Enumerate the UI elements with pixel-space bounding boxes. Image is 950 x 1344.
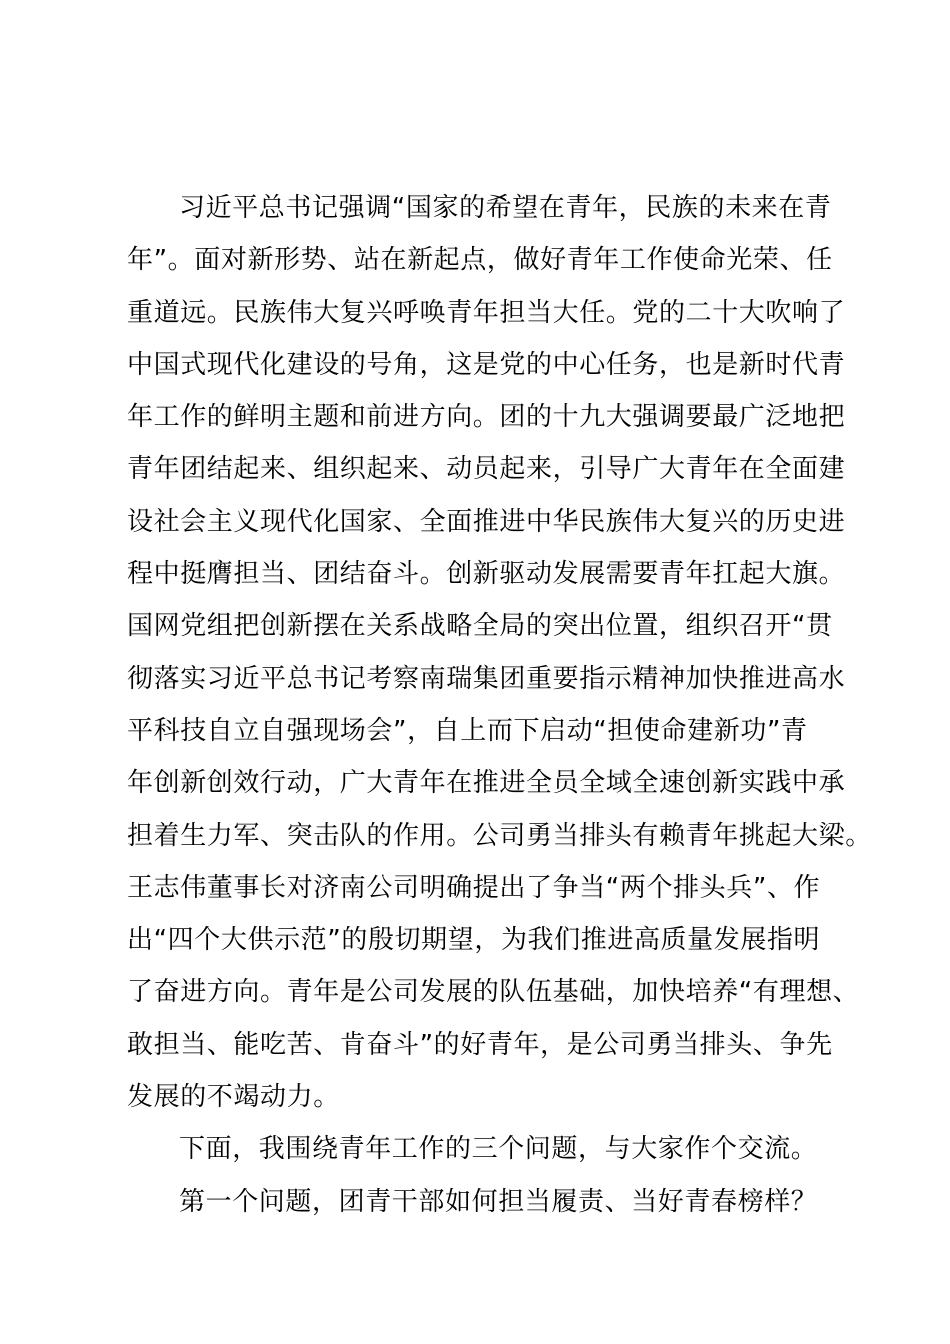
paragraph-line: 年工作的鲜明主题和前进方向。团的十九大强调要最广泛地把 — [127, 402, 846, 433]
section-heading-line: 第一个问题，团青干部如何担当履责、当好青春榜样？ — [179, 1186, 818, 1217]
paragraph-line: 重道远。民族伟大复兴呼唤青年担当大任。党的二十大吹响了 — [127, 297, 846, 328]
paragraph-line: 彻落实习近平总书记考察南瑞集团重要指示精神加快推进高水 — [127, 663, 846, 694]
paragraph-line: 设社会主义现代化国家、全面推进中华民族伟大复兴的历史进 — [127, 506, 846, 537]
paragraph-line: 王志伟董事长对济南公司明确提出了争当“两个排头兵”、作 — [127, 872, 821, 903]
paragraph-line: 年创新创效行动，广大青年在推进全员全域全速创新实践中承 — [127, 768, 846, 799]
paragraph-line: 出“四个大供示范”的殷切期望，为我们推进高质量发展指明 — [127, 925, 821, 956]
paragraph-line: 担着生力军、突击队的作用。公司勇当排头有赖青年挑起大梁。 — [127, 820, 872, 851]
paragraph-line: 平科技自立自强现场会”，自上而下启动“担使命建新功”青 — [127, 715, 808, 746]
paragraph-line: 程中挺膺担当、团结奋斗。创新驱动发展需要青年扛起大旗。 — [127, 559, 846, 590]
paragraph-line: 了奋进方向。青年是公司发展的队伍基础，加快培养“有理想、 — [127, 977, 860, 1008]
paragraph-line: 下面，我围绕青年工作的三个问题，与大家作个交流。 — [179, 1134, 818, 1165]
paragraph-line: 中国式现代化建设的号角，这是党的中心任务，也是新时代青 — [127, 349, 846, 380]
paragraph-line: 年”。面对新形势、站在新起点，做好青年工作使命光荣、任 — [127, 245, 833, 276]
paragraph-line: 国网党组把创新摆在关系战略全局的突出位置，组织召开“贯 — [127, 611, 833, 642]
paragraph-line: 发展的不竭动力。 — [127, 1082, 340, 1113]
paragraph-line: 敢担当、能吃苦、肯奋斗”的好青年，是公司勇当排头、争先 — [127, 1029, 833, 1060]
document-body — [127, 182, 872, 1228]
paragraph-line: 青年团结起来、组织起来、动员起来，引导广大青年在全面建 — [127, 454, 846, 485]
paragraph-line: 习近平总书记强调“国家的希望在青年，民族的未来在青 — [179, 193, 832, 223]
